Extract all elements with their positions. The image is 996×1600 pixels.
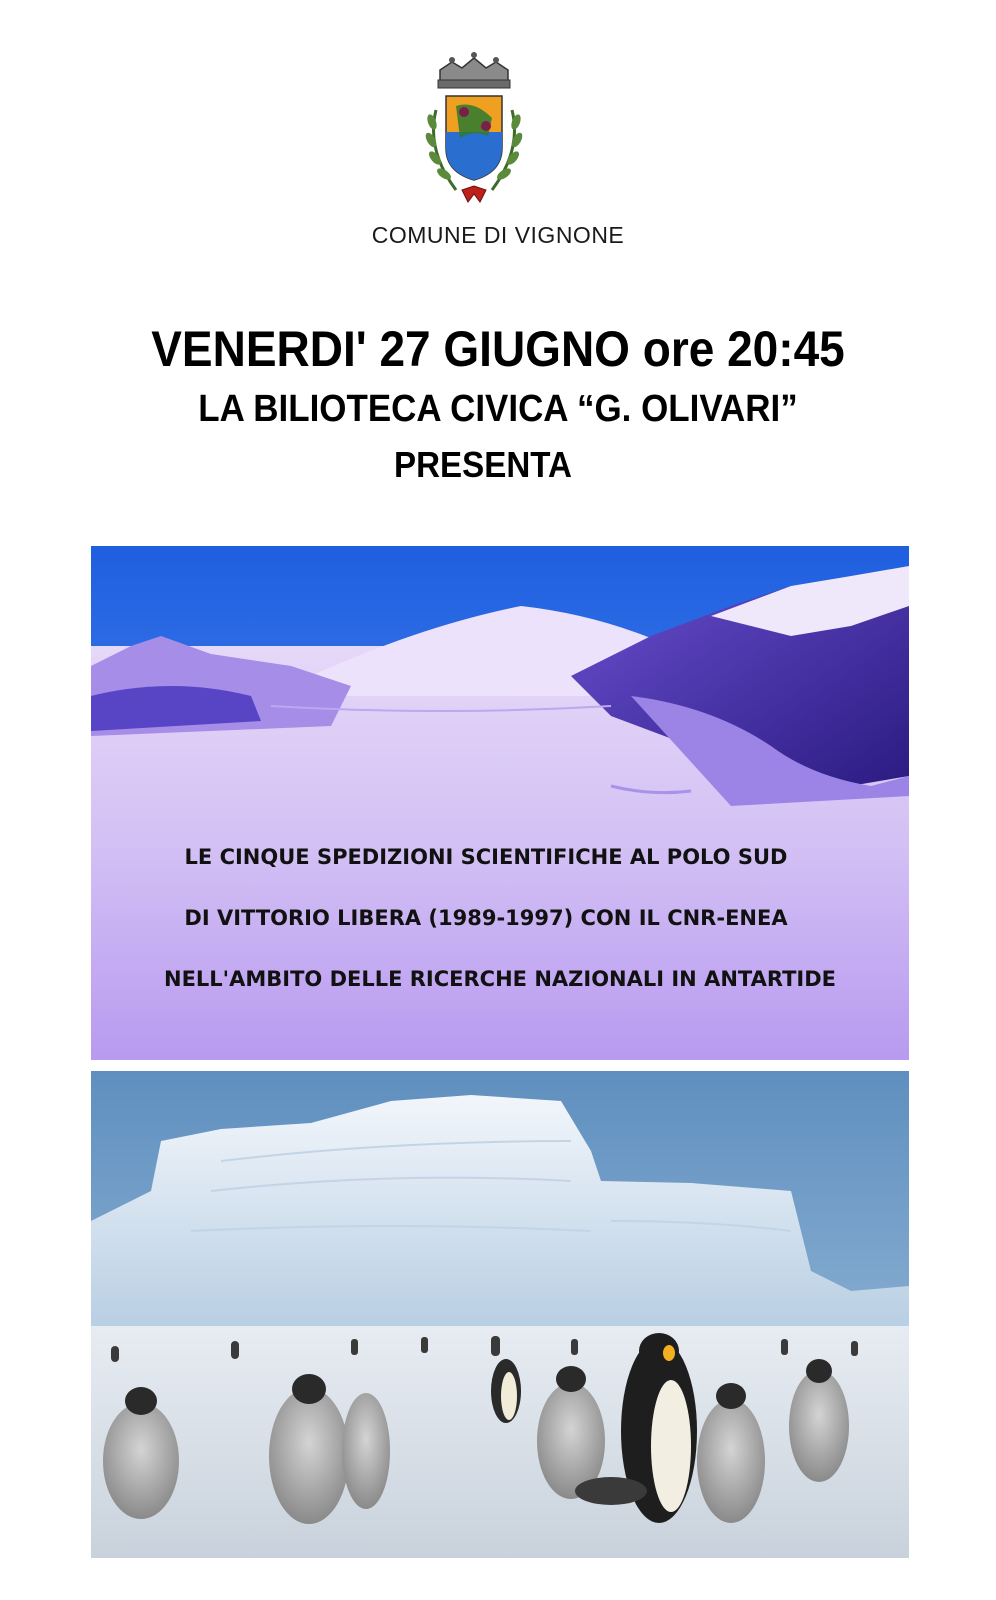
description-line-3: NELL'AMBITO DELLE RICERCHE NAZIONALI IN ANTARTIDE (164, 967, 836, 991)
municipality-name: COMUNE DI VIGNONE (371, 222, 625, 248)
description-line-2: DI VITTORIO LIBERA (1989-1997) CON IL CNR-ENEA (184, 906, 788, 930)
description-line-1: LE CINQUE SPEDIZIONI SCIENTIFICHE AL POLO SUD (184, 845, 788, 869)
event-datetime: VENERDI' 27 GIUGNO ore 20:45 (151, 321, 845, 377)
event-organizer: LA BILIOTECA CIVICA “G. OLIVARI” (198, 388, 798, 430)
coat-of-arms-icon (404, 40, 544, 212)
penguins-iceberg-photo (91, 1071, 909, 1558)
antarctic-valley-photo (91, 546, 909, 1060)
event-presents: PRESENTA (394, 444, 572, 485)
